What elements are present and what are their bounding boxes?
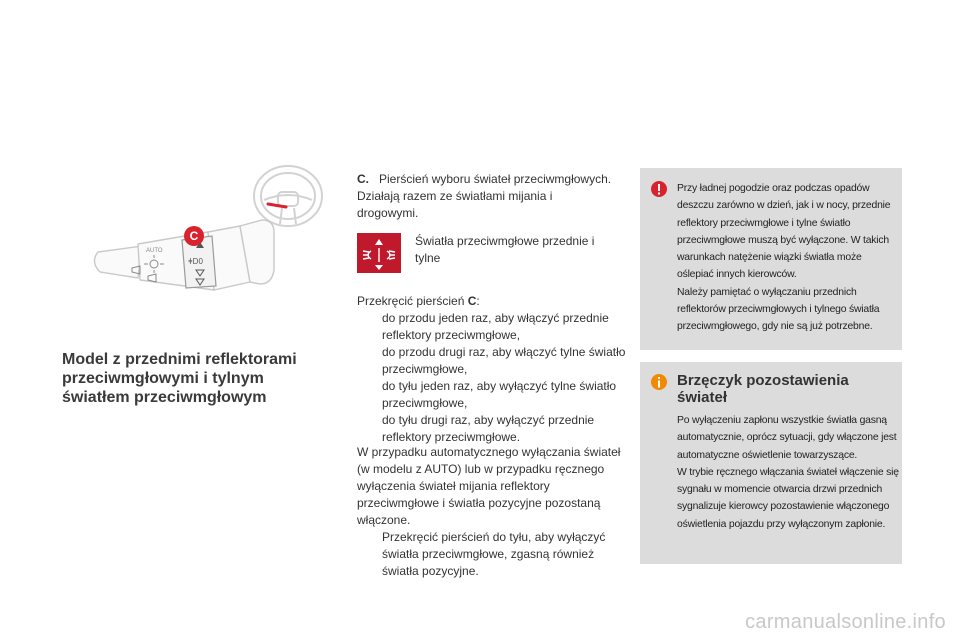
list-item: [357, 529, 627, 580]
info-text-block: [677, 412, 899, 533]
auto-mode-text: W przypadku automatycznego wyłączania świateł (w modelu z AUTO) lub w przypadku ręcznego wyłączenia świateł mijania reflektory przeciwmgłowe i światła pozycyjne pozostaną włączone.: [357, 445, 621, 527]
info-text: Po wyłączeniu zapłonu wszystkie światła gasną automatycznie, oprócz sytuacji, gdy włączone jest automatyczne oświetlenie towarzyszące.: [677, 415, 897, 461]
list-item-text: do przodu drugi raz, aby włączyć tylne światło przeciwmgłowe,: [382, 345, 626, 376]
ring-c-subtext: Działają razem ze światłami mijania i drogowymi.: [357, 189, 553, 220]
fog-lights-badge: [357, 233, 401, 273]
turn-ring-intro: Przekręcić pierścień: [357, 294, 468, 308]
info-title: Brzęczyk pozostawienia świateł: [677, 372, 849, 406]
list-item: [357, 412, 627, 446]
list-item-text: do tyłu drugi raz, aby wyłączyć przednie reflektory przeciwmgłowe.: [382, 413, 595, 444]
warning-text-block: [677, 180, 899, 336]
steering-wheel-icon: [254, 166, 322, 226]
warning-text-2: Należy pamiętać o wyłączaniu przednich reflektorów przeciwmgłowych i tylnego światła przeciwmgłowego, gdy nie są już potrzebne.: [677, 286, 880, 333]
info-text-2: W trybie ręcznego włączania świateł włączenie się sygnału w momencie otwarcia drzwi przednich sygnalizuje kierowcy pozostawienie włączonego oświetlenia pojazdu przy wyłączonym zapłonie.: [677, 466, 899, 530]
svg-text:ǂD0: ǂD0: [188, 257, 203, 266]
svg-text:C: C: [189, 229, 199, 243]
list-item-text: do przodu jeden raz, aby włączyć przednie reflektory przeciwmgłowe,: [382, 311, 609, 342]
turn-ring-letter: C: [467, 294, 477, 308]
warning-text: Przy ładnej pogodzie oraz podczas opadów deszczu zarówno w dzień, jak i w nocy, przednie reflektory przeciwmgłowe i tylne światło przeciwmgłowe muszą być wyłączone. W takich warunkach natężenie wiązki światła może oślepiać innych kierowców.: [677, 183, 891, 281]
pointer-arrow-icon: [268, 204, 286, 207]
warning-icon: [651, 181, 667, 197]
turn-ring-suffix: :: [476, 294, 480, 308]
list-item: [357, 378, 627, 412]
info-icon: [651, 374, 667, 390]
list-item: [357, 310, 627, 344]
turn-ring-instructions: [357, 293, 627, 446]
auto-mode-description: [357, 444, 627, 580]
watermark: carmanualsonline.info: [745, 611, 946, 633]
list-item: [357, 344, 627, 378]
ring-c-title: Pierścień wyboru świateł przeciwmgłowych.: [379, 172, 612, 186]
turn-ring-list: [357, 310, 627, 446]
list-item-text: do tyłu jeden raz, aby wyłączyć tylne światło przeciwmgłowe,: [382, 379, 617, 410]
lighting-stalk-illustration: [90, 160, 330, 320]
front-rear-fog-lights-icon: [357, 233, 401, 273]
auto-label: AUTO: [146, 248, 163, 254]
ring-c-label: C.: [357, 172, 369, 186]
callout-c: [184, 226, 204, 246]
section-heading: Model z przednimi reflektorami przeciwmgłowymi i tylnym światłem przeciwmgłowym: [62, 351, 297, 406]
ring-c-description: [357, 171, 627, 222]
list-item-text: Przekręcić pierścień do tyłu, aby wyłączyć światła przeciwmgłowe, zgasną również światła pozycyjne.: [382, 530, 606, 578]
fog-lights-caption: Światła przeciwmgłowe przednie i tylne: [415, 234, 595, 265]
auto-mode-list: [357, 529, 627, 580]
